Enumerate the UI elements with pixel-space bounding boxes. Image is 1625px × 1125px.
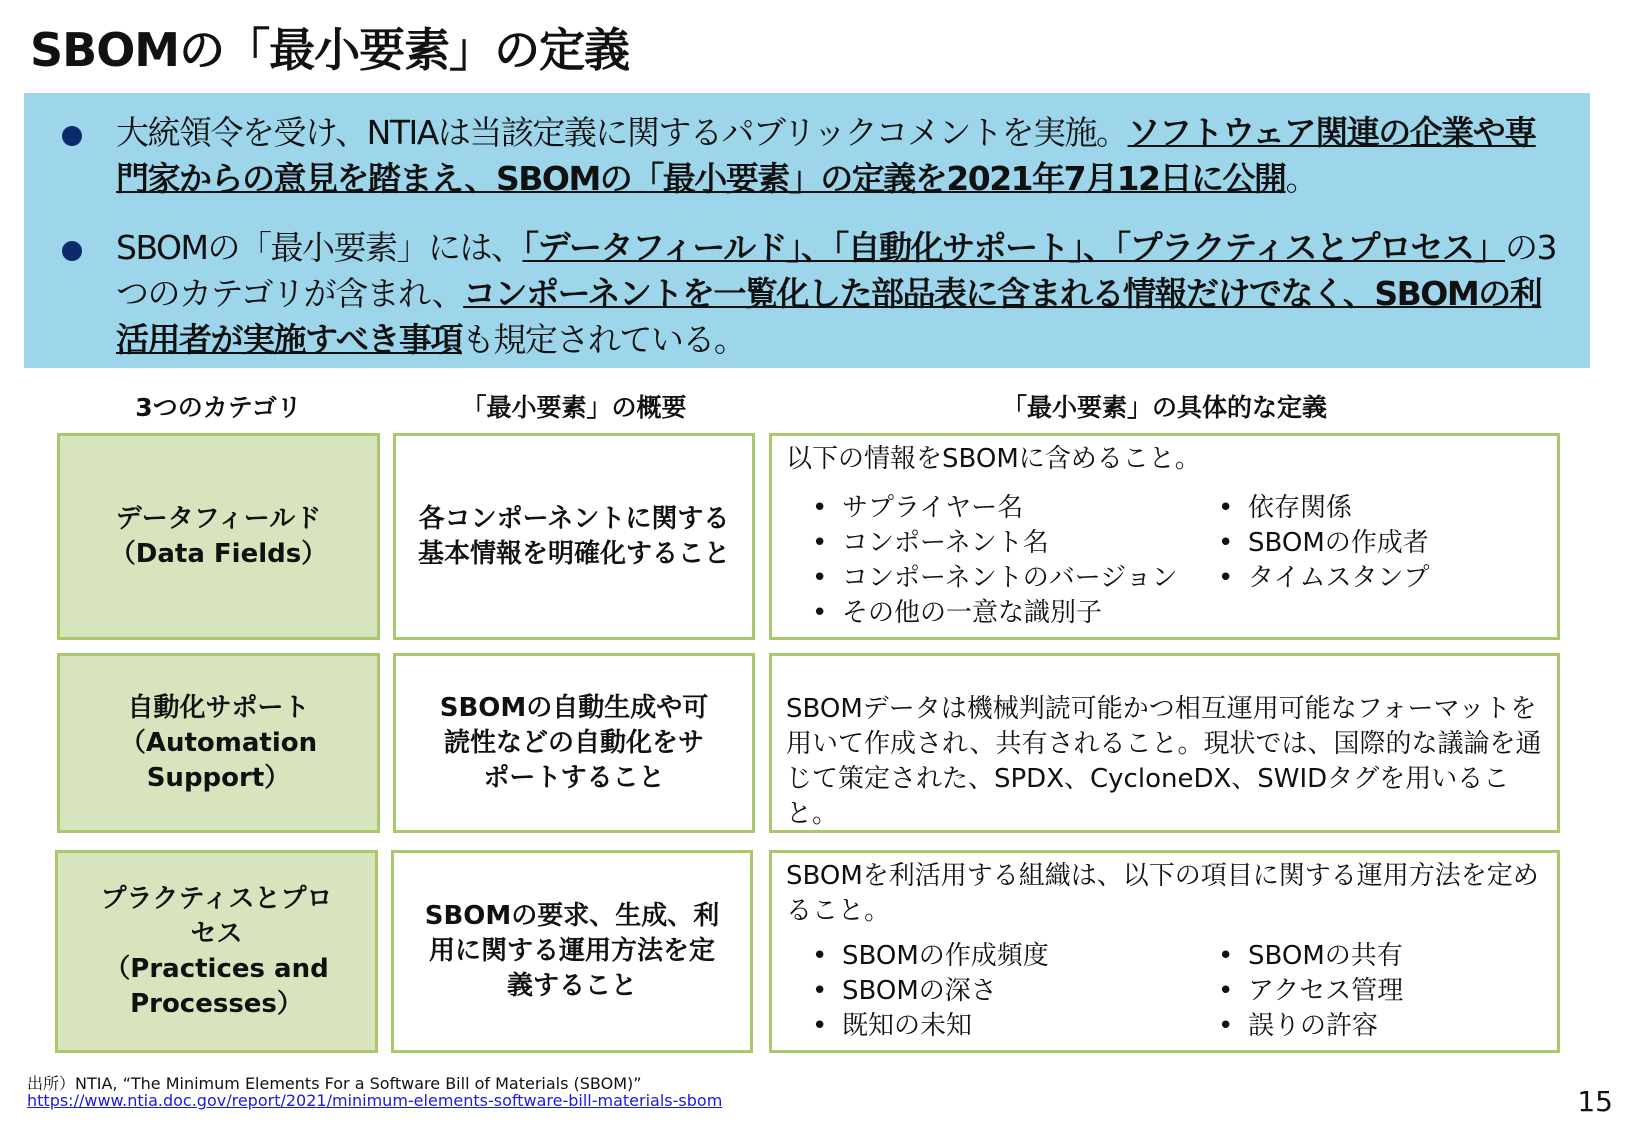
bullet-icon <box>62 126 82 146</box>
list-item: • 誤りの許容 <box>1248 1009 1403 1044</box>
category-name: プラクティスとプロセス <box>100 883 333 949</box>
summary-bullet-2 <box>116 225 1566 363</box>
category-name-en: （Automation Support） <box>119 727 318 793</box>
category-name: 自動化サポート <box>127 692 310 723</box>
header-definition: 「最小要素」の具体的な定義 <box>1001 393 1327 422</box>
bullet-icon <box>62 241 82 261</box>
list-item: • アクセス管理 <box>1248 974 1403 1009</box>
definition-intro: 以下の情報をSBOMに含めること。 <box>786 444 1201 474</box>
page-title: SBOMの「最小要素」の定義 <box>30 23 630 77</box>
category-data-fields <box>57 433 380 640</box>
header-summary: 「最小要素」の概要 <box>461 393 687 422</box>
list-item: • SBOMの深さ <box>842 974 1192 1009</box>
list-item: • タイムスタンプ <box>1248 561 1429 596</box>
list-item: • SBOMの作成者 <box>1248 526 1429 561</box>
category-practices-processes <box>55 850 378 1053</box>
definition-practices-processes <box>769 850 1560 1053</box>
text: 大統領令を受け、NTIAは当該定義に関するパブリックコメントを実施。 <box>116 113 1128 152</box>
category-name-en: （Data Fields） <box>109 538 328 569</box>
list-item: • サプライヤー名 <box>842 491 1192 526</box>
emphasis: コンポーネントを一覧化した部品表に含まれる情報だけでなく、SBOMの利活用者が実施すべき事項 <box>116 274 1542 359</box>
list-item: • 既知の未知 <box>842 1009 1192 1044</box>
summary-automation-support: SBOMの自動生成や可読性などの自動化をサポートすること <box>393 653 755 833</box>
summary-practices-processes: SBOMの要求、生成、利用に関する運用方法を定義すること <box>391 850 753 1053</box>
page-number: 15 <box>1577 1085 1613 1118</box>
list-item: • 依存関係 <box>1248 491 1429 526</box>
definition-data-fields <box>769 433 1560 640</box>
source-note: 出所）NTIA, “The Minimum Elements For a Software Bill of Materials (SBOM)” <box>27 1074 642 1093</box>
header-category: 3つのカテゴリ <box>135 393 302 422</box>
text: SBOMの「最小要素」には、 <box>116 228 523 267</box>
summary-data-fields: 各コンポーネントに関する基本情報を明確化すること <box>393 433 755 640</box>
list-item: • その他の一意な識別子 <box>842 596 1192 631</box>
definition-intro: SBOMを利活用する組織は、以下の項目に関する運用方法を定めること。 <box>786 861 1539 926</box>
definition-automation-support: SBOMデータは機械判読可能かつ相互運用可能なフォーマットを用いて作成され、共有されること。現状では、国際的な議論を通じて策定された、SPDX、CycloneDX、SWIDタグを用いること。 <box>769 653 1560 833</box>
category-name: データフィールド <box>115 503 322 534</box>
emphasis: ソフトウェア関連の企業や専門家からの意見を踏まえ、SBOMの「最小要素」の定義を2021年7月12日に公開 <box>116 113 1536 198</box>
text: の3つのカテゴリが含まれ、 <box>116 228 1557 313</box>
text: も規定されている。 <box>461 320 746 359</box>
list-item: • SBOMの作成頻度 <box>842 939 1192 974</box>
category-name-en: （Practices and Processes） <box>104 953 329 1019</box>
emphasis: 「データフィールド」、「自動化サポート」、「プラクティスとプロセス」 <box>522 228 1506 267</box>
category-automation-support <box>57 653 380 833</box>
source-link[interactable]: https://www.ntia.doc.gov/report/2021/minimum-elements-software-bill-materials-sbom <box>27 1091 723 1110</box>
text: 。 <box>1285 159 1318 198</box>
list-item: • コンポーネントのバージョン <box>842 561 1192 596</box>
list-item: • コンポーネント名 <box>842 526 1192 561</box>
list-item: • SBOMの共有 <box>1248 939 1403 974</box>
summary-bullet-1 <box>116 110 1566 202</box>
